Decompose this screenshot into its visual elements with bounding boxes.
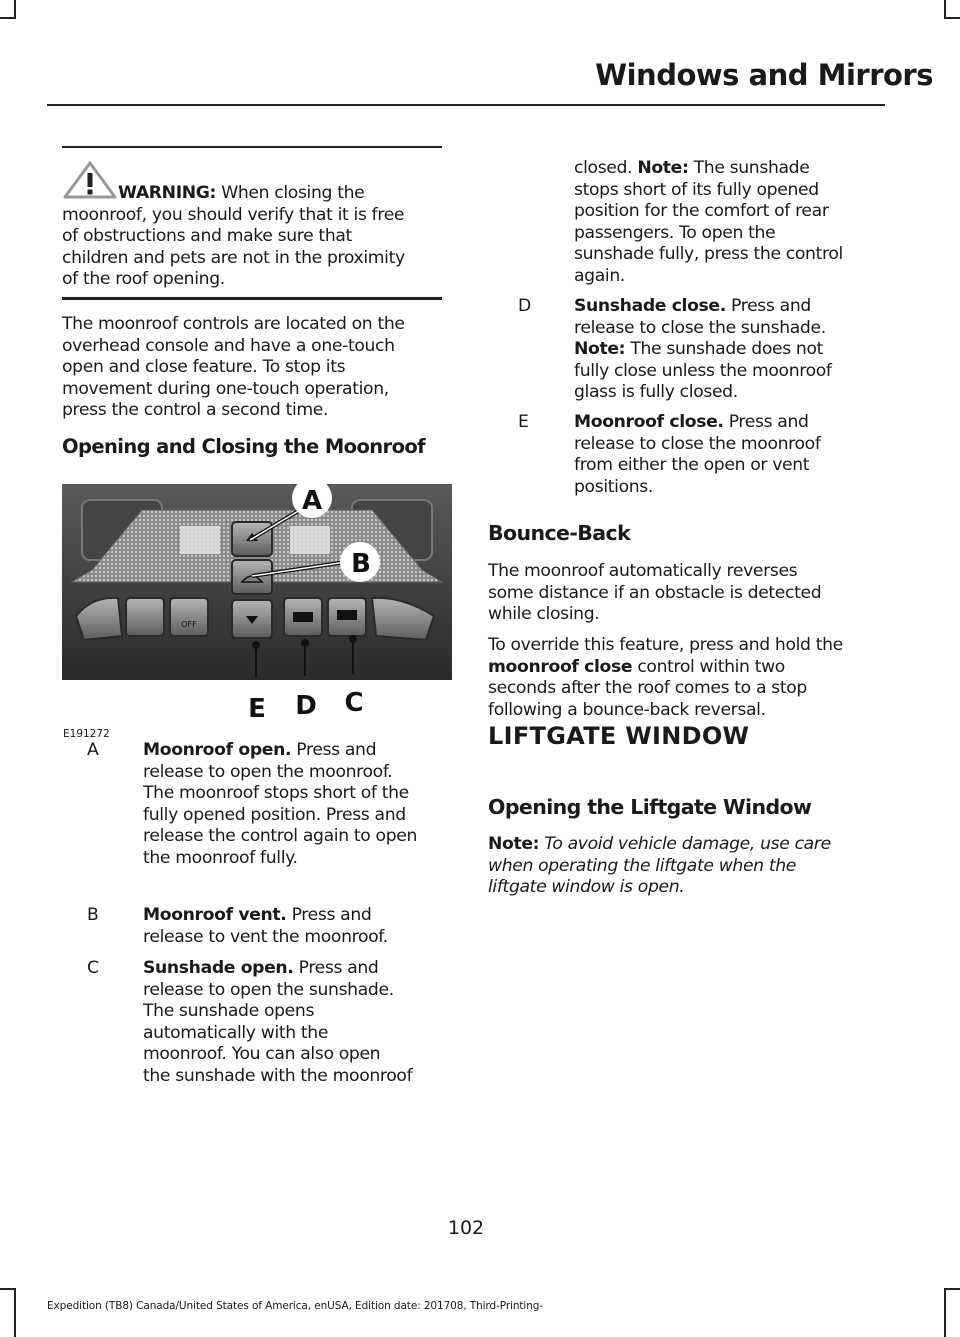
crop-mark [0,17,16,19]
item-c-title: Sunshade open. [143,958,294,978]
crop-mark [14,0,16,18]
crop-mark [944,17,960,19]
section-heading-bounce-back: Bounce-Back [488,521,631,545]
item-a-title: Moonroof open. [143,740,292,760]
intro-paragraph: The moonroof controls are located on the overhead console and have a one-touch open and close feature. To stop its movement during one-touch operation, press the control a second time. [62,314,405,420]
bounce-paragraph-2: To override this feature, press and hold the moonroof close control within two seconds after the roof comes to a stop following a bounce-back reversal. [488,635,843,720]
crop-mark [944,1288,946,1337]
warning-label: WARNING: [118,183,217,203]
callout-a: A [301,486,323,516]
subheading-opening-liftgate: Opening the Liftgate Window [488,795,812,819]
moonroof-close-bold: moonroof close [488,656,633,677]
page-title: Windows and Mirrors [595,58,933,92]
header-rule [47,104,885,106]
crop-mark [944,0,946,18]
overhead-console-figure [62,470,452,726]
item-letter-a: A [87,740,99,760]
crop-mark [944,1288,960,1290]
item-c-continued: closed. Note: The sunshade stops short of its fully opened position for the comfort of rear passengers. To open the sunshade fully, press the control again. [574,158,843,286]
item-c-note-label: Note: [637,158,689,178]
item-b-title: Moonroof vent. [143,905,287,925]
callout-b: B [351,549,371,579]
item-c: Sunshade open. Press and release to open the sunshade. The sunshade opens automatically with the moonroof. You can also open the sunshade with the moonroof [143,958,413,1086]
callout-e: E [248,694,266,724]
item-letter-e: E [518,412,529,432]
item-d-title: Sunshade close. [574,296,726,316]
item-e: Moonroof close. Press and release to close the moonroof from either the open or vent positions. [574,412,821,497]
liftgate-note: Note: To avoid vehicle damage, use care when operating the liftgate when the liftgate window is open. [488,834,831,897]
warning-text: WARNING: When closing the moonroof, you should verify that it is free of obstructions and make sure that children and pets are not in the proximity of the roof opening. [62,183,405,289]
section-heading-opening: Opening and Closing the Moonroof [62,435,426,458]
crop-mark [0,1288,16,1290]
callout-d: D [295,691,317,721]
figure-code: E191272 [63,728,110,740]
crop-mark [14,1288,16,1337]
item-d: Sunshade close. Press and release to close the sunshade. Note: The sunshade does not fully close unless the moonroof glass is fully closed. [574,296,832,402]
item-a: Moonroof open. Press and release to open the moonroof. The moonroof stops short of the fully opened position. Press and release the control again to open the moonroof fully. [143,740,418,868]
page-number: 102 [447,1217,485,1239]
item-b: Moonroof vent. Press and release to vent the moonroof. [143,905,388,947]
item-letter-d: D [518,296,532,316]
item-letter-c: C [87,958,100,978]
item-letter-b: B [87,905,99,925]
section-heading-liftgate-window: LIFTGATE WINDOW [488,722,750,750]
item-d-note-label: Note: [574,339,626,359]
bounce-paragraph-1: The moonroof automatically reverses some distance if an obstacle is detected while closing. [488,561,822,624]
button-off-label: OFF [181,620,197,629]
callout-c: C [344,688,364,718]
liftgate-note-label: Note: [488,834,540,854]
item-e-title: Moonroof close. [574,412,724,432]
footer-edition-info: Expedition (TB8) Canada/United States of America, enUSA, Edition date: 201708, Third-Printing- [47,1300,544,1312]
